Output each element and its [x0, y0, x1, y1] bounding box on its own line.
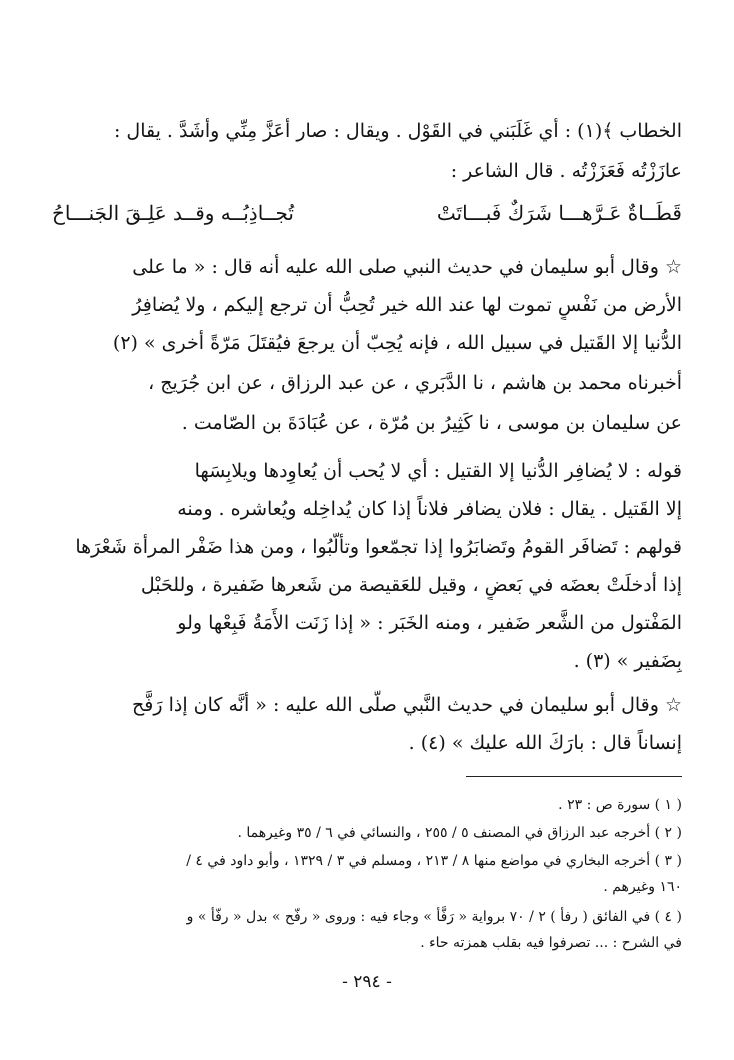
footnote-separator	[466, 776, 682, 777]
footnote-2: ( ٢ ) أخرجه عبد الرزاق في المصنف ٥ / ٢٥٥ ، والنسائي في ٦ / ٣٥ وغيرهما .	[237, 825, 682, 841]
footnote-4-continued: في الشرح : ... تصرفوا فيه بقلب همزته حاء .	[420, 935, 682, 951]
footnote-4: ( ٤ ) في الفائق ( رفأ ) ٢ / ٧٠ برواية « رَفَّأ » وجاء فيه : وروى « رفّح » بدل « رفّأ » و	[186, 909, 682, 925]
page-number: - ٢٩٤ -	[342, 972, 392, 992]
footnote-3: ( ٣ ) أخرجه البخاري في مواضع منها ٨ / ٢١٣ ، ومسلم في ٣ / ١٣٢٩ ، وأبو داود في ٤ /	[186, 853, 682, 869]
text-line: بِضَفير » (٣) .	[573, 650, 682, 672]
text-line: الأرض من نَفْسٍ تموت لها عند الله خير تُحِبُّ أن ترجع إليكم ، ولا يُضافِرُ	[132, 294, 682, 316]
footnote-1: ( ١ ) سورة ص : ٢٣ .	[558, 797, 682, 813]
verse-first-hemistich: قَطَــاةٌ عَـرَّهـــا شَرَكٌ فَبـــاتَتْ	[436, 201, 682, 225]
text-line: إنساناً قال : بارَكَ الله عليك » (٤) .	[408, 732, 682, 754]
text-line: الدُّنيا إلا القَتيل في سبيل الله ، فإنه يُحِبّ أن يرجعَ فيُقتَلَ مَرّةً أخرى » (٢)	[112, 332, 682, 354]
text-line: أخبرناه محمد بن هاشم ، نا الدَّبَري ، عن عبد الرزاق ، عن ابن جُرَيج ،	[148, 372, 682, 394]
text-line: ☆ وقال أبو سليمان في حديث النبي صلى الله عليه أنه قال : « ما على	[132, 256, 682, 278]
text-line: إذا أدخلَتْ بعضَه في بَعضٍ ، وقيل للعَقيصة من شَعرها ضَفيرة ، وللحَبْل	[140, 574, 682, 596]
text-line: ☆ وقال أبو سليمان في حديث النَّبي صلَّى الله عليه : « أنَّه كان إذا رَفَّح	[132, 694, 682, 716]
footnote-3-continued: ١٦٠ وغيرهم .	[603, 879, 682, 895]
text-line: قولهم : تَضافَر القومُ وتَضابَرُوا إذا تجمّعوا وتألّبُوا ، ومن هذا ضَفْر المرأة شَعْرَها	[75, 536, 682, 558]
text-line: قوله : لا يُضافِر الدُّنيا إلا القتيل : أي لا يُحب أن يُعاوِدها ويلابِسَها	[194, 460, 682, 482]
text-line: الخطاب ﴾(١) : أي غَلَبَني في القَوْل . ويقال : صار أعَزَّ مِنِّي وأشَدَّ . يقال :	[113, 120, 682, 142]
poetry-verse	[52, 196, 682, 230]
text-line: عن سليمان بن موسى ، نا كَثِيرُ بن مُرّة ، عن عُبَادَةَ بن الصّامت .	[181, 412, 682, 434]
text-line: عازَزْتُه فَعَزَزْتُه . قال الشاعر :	[450, 160, 682, 182]
text-line: المَفْتول من الشَّعر ضَفير ، ومنه الخَبَر : « إذا زَنَت الأَمَةُ فَبِعْها ولو	[177, 612, 682, 634]
text-line: إلا القَتيل . يقال : فلان يضافر فلاناً إذا كان يُداخِله ويُعاشره . ومنه	[177, 498, 682, 520]
verse-second-hemistich: تُجــاذِبُــه وقــد عَلِـقَ الجَنـــاحُ	[52, 201, 294, 225]
